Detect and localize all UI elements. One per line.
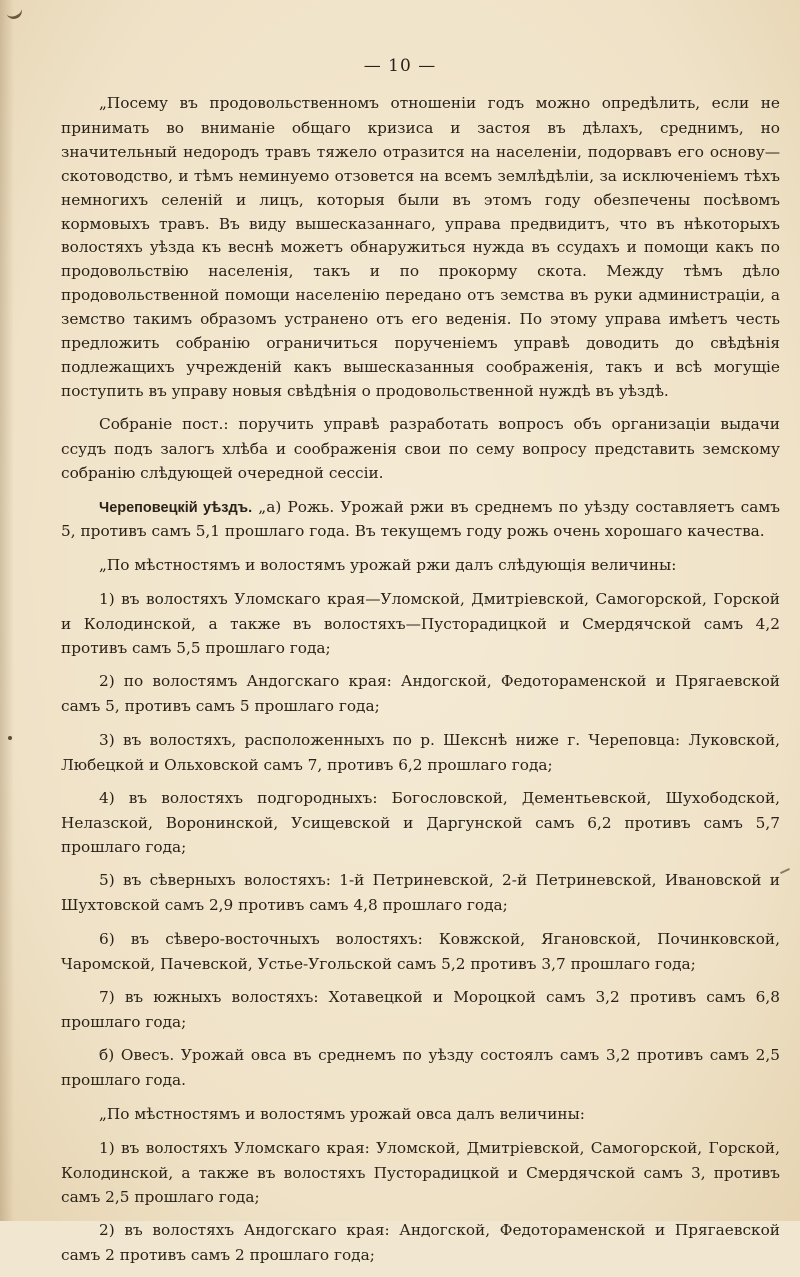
paragraph (61, 787, 780, 860)
paragraph-text: 4) въ волостяхъ подгородныхъ: Богословской, Дементьевской, Шухободской, Нелазской, Воронинской, Усищевской и Даргунской самъ 6,2 противъ самъ 5,7 прошлаго года; (61, 789, 780, 856)
paragraph-text: 3) въ волостяхъ, расположенныхъ по р. Шекснѣ ниже г. Череповца: Луковской, Любецкой и Ольховской самъ 7, противъ 6,2 прошлаго года; (61, 730, 780, 774)
page-number: — 10 — (363, 56, 437, 76)
paragraph (61, 869, 780, 918)
margin-ink-dot (8, 736, 12, 740)
paragraph (61, 554, 780, 579)
page-edge-shadow (0, 0, 14, 1221)
paragraph-text: „Посему въ продовольственномъ отношеніи годъ можно опредѣлить, если не принимать во вниманіе общаго кризиса и застоя въ дѣлахъ, среднимъ, но значительный недородъ травъ тяжело отразится на населеніи, подорвавъ его основу—скотоводство, и тѣмъ неминуемо отзовется на всемъ землѣдѣліи, за исключеніемъ тѣхъ немногихъ селеній и лицъ, которыя были въ этомъ году обезпечены посѣвомъ кормовыхъ травъ. Въ виду вышесказаннаго, управа предвидитъ, что въ нѣкоторыхъ волостяхъ уѣзда къ веснѣ можетъ обнаружиться нужда въ ссудахъ и помощи какъ по продовольствію населенія, такъ и по прокорму скота. Между тѣмъ дѣло продовольственной помощи населенію передано отъ земства въ руки администраціи, а земство такимъ образомъ устранено отъ его веденія. По этому управа имѣетъ честь предложить собранію ограничиться порученіемъ управѣ доводить до свѣдѣнія подлежащихъ учрежденій какъ вышесказанныя соображенія, такъ и всѣ могущіе поступить въ управу новыя свѣдѣнія о продовольственной нуждѣ въ уѣздѣ. (61, 94, 780, 400)
paragraph-text: „а) Рожь. Урожай ржи въ среднемъ по уѣзду составляетъ самъ 5, противъ самъ 5,1 прошлаго года. Въ текущемъ году рожь очень хорошаго качества. (61, 497, 780, 541)
margin-ink-tick (780, 868, 790, 874)
paragraph-text: 1) въ волостяхъ Уломскаго края—Уломской, Дмитріевской, Самогорской, Горской и Колодинской, а также въ волостяхъ—Пусторадицкой и Смердячской самъ 4,2 противъ самъ 5,5 прошлаго года; (61, 590, 780, 658)
paragraph (61, 986, 780, 1035)
paragraph-text: „По мѣстностямъ и волостямъ урожай ржи далъ слѣдующія величины: (99, 555, 677, 574)
paragraph (61, 729, 780, 778)
paragraph (61, 413, 780, 486)
paragraph-text: б) Овесъ. Урожай овса въ среднемъ по уѣзду состоялъ самъ 3,2 противъ самъ 2,5 прошлаго года. (61, 1046, 780, 1090)
paragraph-text: 7) въ южныхъ волостяхъ: Хотавецкой и Мороцкой самъ 3,2 противъ самъ 6,8 прошлаго года; (61, 987, 780, 1031)
paragraph (61, 670, 780, 719)
paragraph (61, 92, 780, 404)
paragraph-text: 5) въ сѣверныхъ волостяхъ: 1-й Петриневской, 2-й Петриневской, Ивановской и Шухтовской самъ 2,9 противъ самъ 4,8 прошлаго года; (61, 871, 780, 915)
paragraph (61, 496, 780, 545)
paragraph-lead: Череповецкій уѣздъ. (99, 499, 253, 516)
paragraph-text: Собраніе пост.: поручить управѣ разработать вопросъ объ организаціи выдачи ссудъ подъ залогъ хлѣба и соображенія свои по сему вопросу представить земскому собранію слѣдующей очередной сессіи. (61, 415, 780, 483)
body-text (61, 92, 780, 1277)
paragraph-text: 2) въ волостяхъ Андогскаго края: Андогской, Федотораменской и Прягаевской самъ 2 противъ самъ 2 прошлаго года; (61, 1221, 780, 1265)
paragraph-text: 6) въ сѣверо-восточныхъ волостяхъ: Ковжской, Ягановской, Починковской, Чаромской, Пачевской, Устье-Угольской самъ 5,2 противъ 3,7 прошлаго года; (61, 929, 780, 973)
paragraph (61, 1219, 780, 1268)
paragraph (61, 928, 780, 977)
paragraph-text: 2) по волостямъ Андогскаго края: Андогской, Федотораменской и Прягаевской самъ 5, противъ самъ 5 прошлаго года; (61, 672, 780, 716)
paragraph-text: 1) въ волостяхъ Уломскаго края: Уломской, Дмитріевской, Самогорской, Горской, Колодинской, а также въ волостяхъ Пусторадицкой и Смердячской самъ 3, противъ самъ 2,5 прошлаго года; (61, 1138, 780, 1206)
paragraph-text: „По мѣстностямъ и волостямъ урожай овса далъ величины: (99, 1104, 585, 1123)
paragraph (61, 1103, 780, 1128)
paragraph (61, 1044, 780, 1093)
paragraph (61, 588, 780, 661)
paragraph (61, 1137, 780, 1210)
